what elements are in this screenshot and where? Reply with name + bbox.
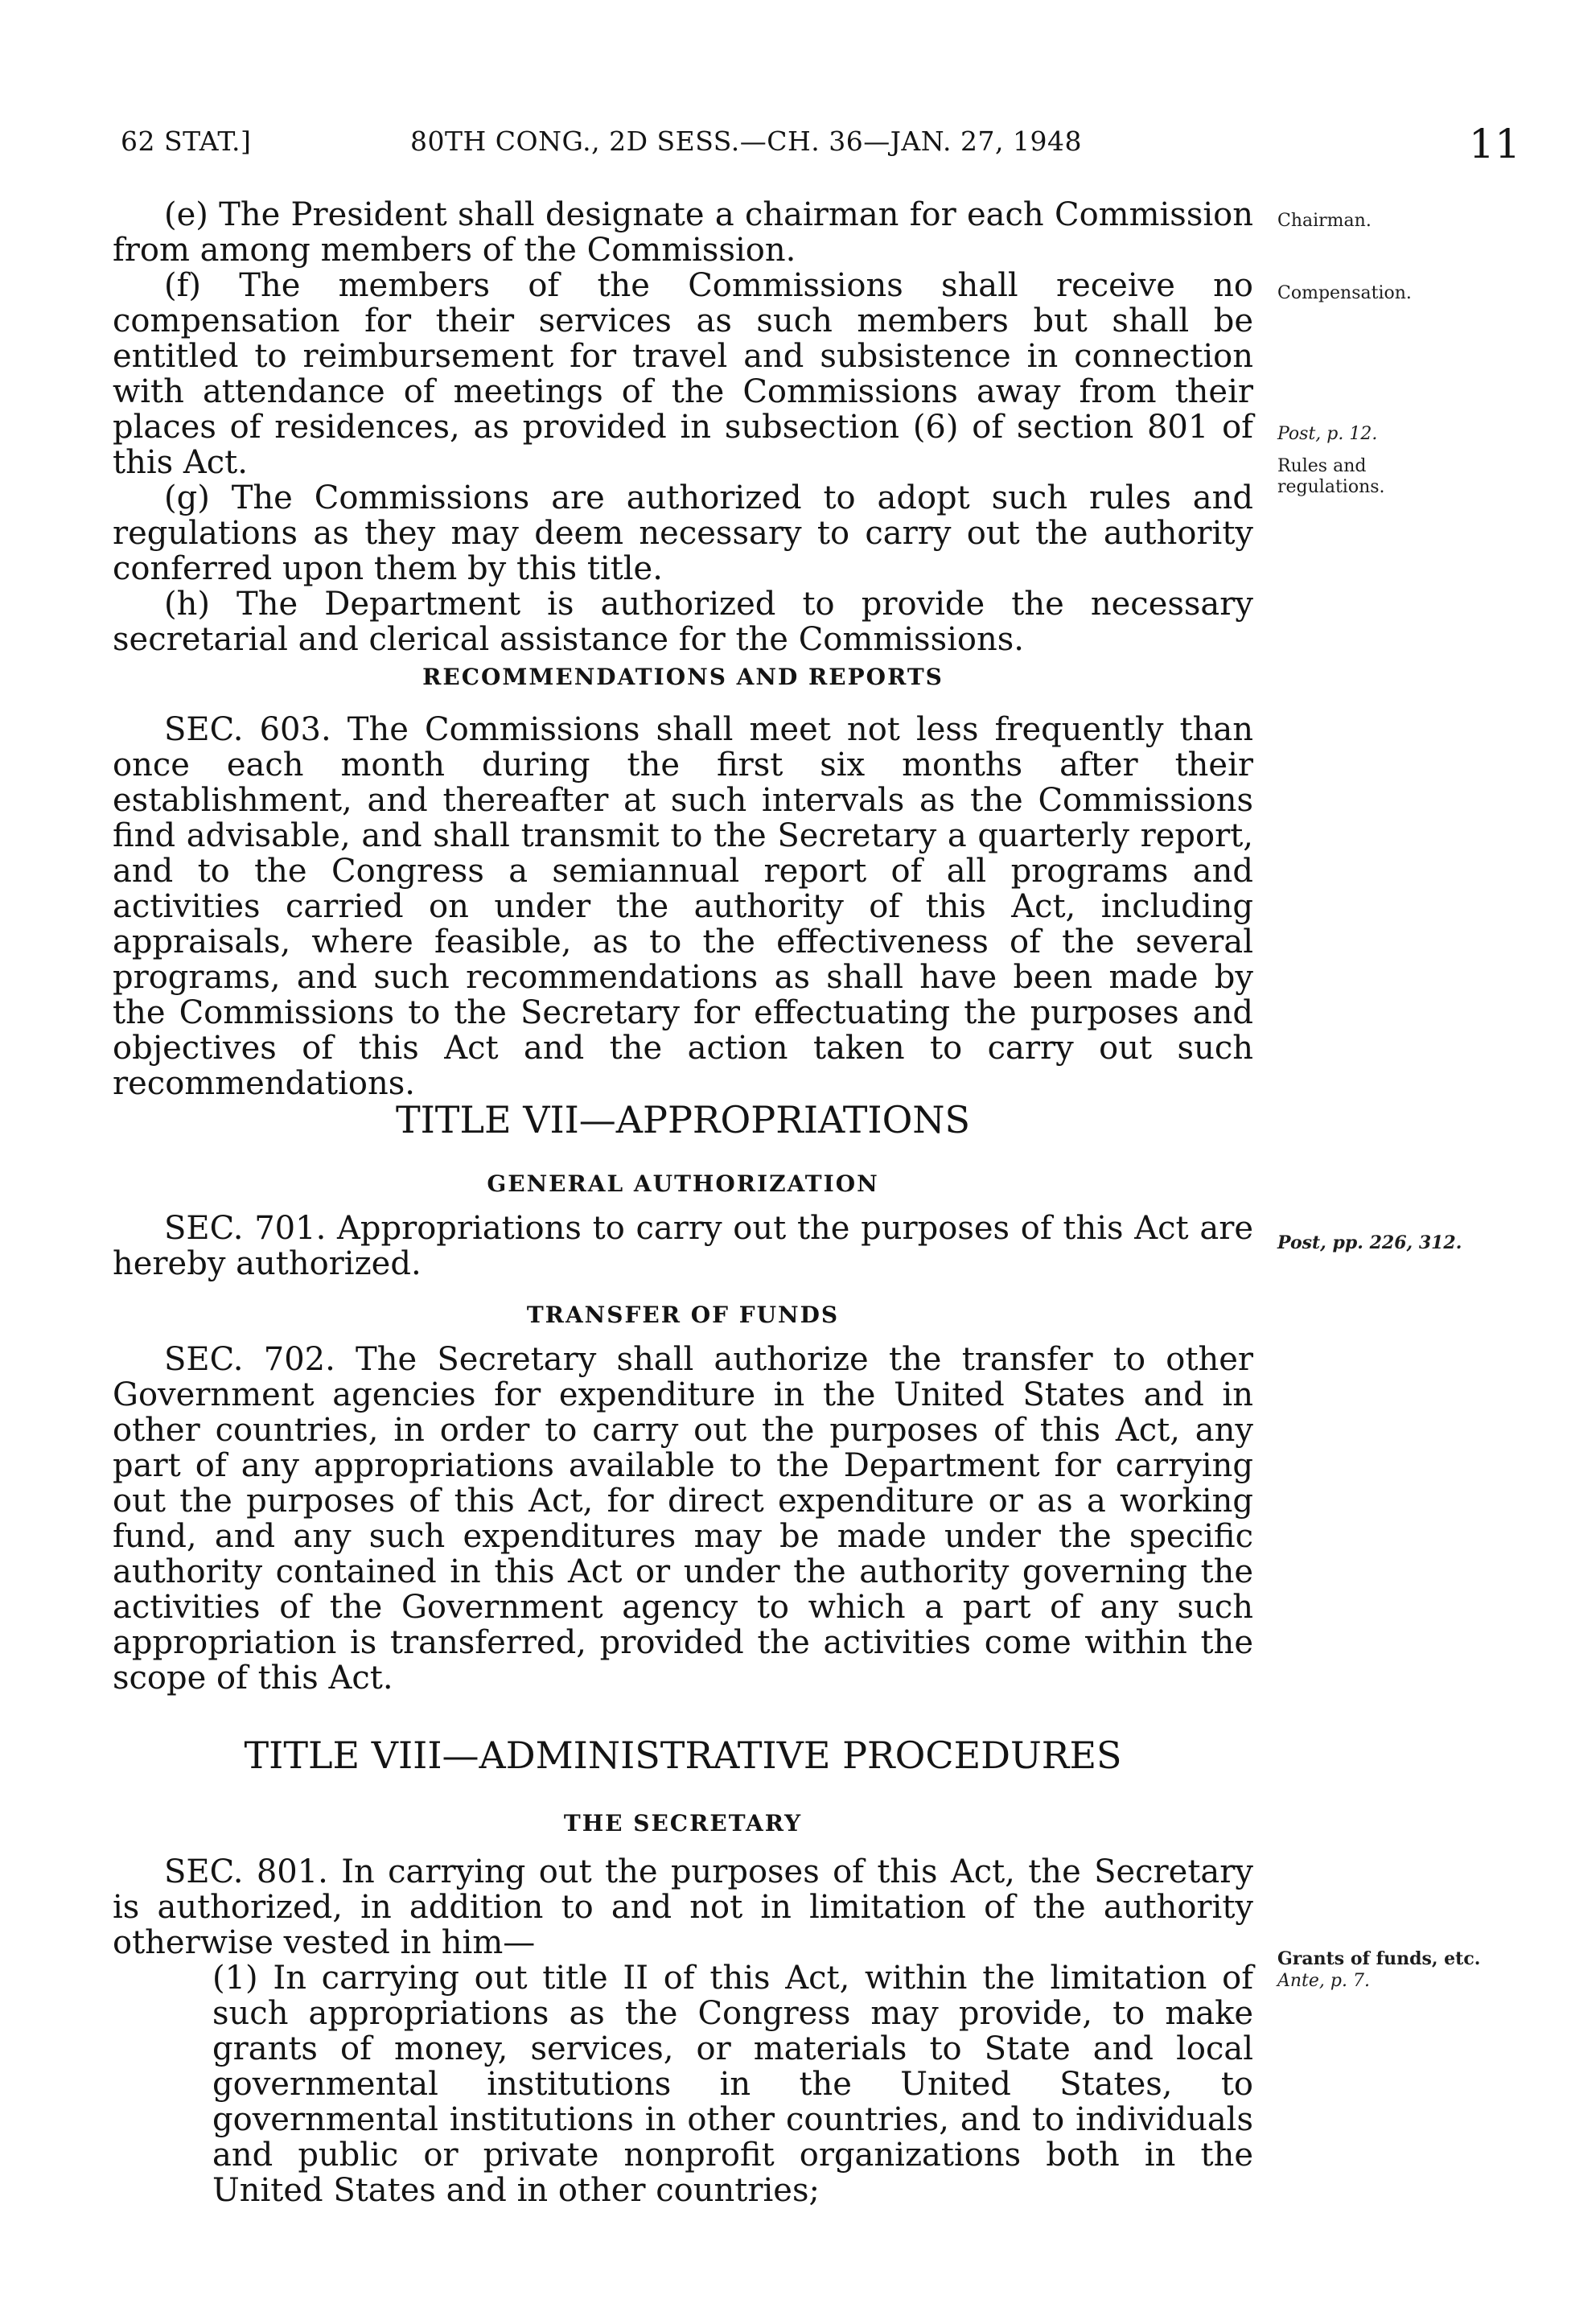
margin-note-rules: Rules and regulations. xyxy=(1277,456,1385,497)
heading-general-authorization: GENERAL AUTHORIZATION xyxy=(487,1170,879,1197)
section-801 xyxy=(113,1854,1253,2208)
paragraph-sec603: SEC. 603. The Commissions shall meet not less frequently than once each month during the first six months after their establishment, and thereafter at such intervals as the Commissions find advisable, and shall transmit to the Secretary a quarterly report, and to the Congress a semiannual report of all programs and activities carried on under the authority of this Act, including appraisals, where feasible, as to the effectiveness of the several programs, and such recommendations as shall have been made by the Commissions to the Secretary for effectuating the purposes and objectives of this Act and the action taken to carry out such recommendations. xyxy=(113,711,1253,1102)
paragraph-f: (f) The members of the Commissions shall receive no compensation for their services as such members but shall be entitled to reimbursement for travel and subsistence in connection with attendance of meetings of the Commissions away from their places of residences, as provided in subsection (6) of section 801 of this Act. xyxy=(113,267,1253,481)
section-702 xyxy=(113,1342,1253,1696)
margin-note-post-p12: Post, p. 12. xyxy=(1277,424,1378,444)
section-701 xyxy=(113,1211,1253,1281)
margin-note-compensation: Compensation. xyxy=(1277,283,1412,303)
margin-note-post-pp226: Post, pp. 226, 312. xyxy=(1277,1232,1462,1253)
margin-note-ante-p7: Ante, p. 7. xyxy=(1277,1971,1370,1991)
margin-note-chairman: Chairman. xyxy=(1277,211,1372,231)
heading-transfer-of-funds: TRANSFER OF FUNDS xyxy=(526,1302,840,1328)
paragraph-h: (h) The Department is authorized to provide the necessary secretarial and clerical assistance for the Commissions. xyxy=(113,586,1253,658)
header-congress-session: 80TH CONG., 2D SESS.—CH. 36—JAN. 27, 1948 xyxy=(410,125,1082,157)
subsection-block-e-h xyxy=(113,197,1253,657)
paragraph-g: (g) The Commissions are authorized to adopt such rules and regulations as they may deem necessary to carry out the authority conferred upon them by this title. xyxy=(113,479,1253,587)
section-603 xyxy=(113,712,1253,1101)
paragraph-item-1: (1) In carrying out title II of this Act, within the limitation of such appropriations as the Congress may provide, to make grants of money, services, or materials to State and local governmental institutions in the United States, to governmental institutions in other countries, and to individuals and public or private nonprofit organizations both in the United States and in other countries; xyxy=(212,1960,1253,2209)
page-number: 11 xyxy=(1469,121,1521,167)
paragraph-e: (e) The President shall designate a chairman for each Commission from among members of the Commission. xyxy=(113,196,1253,269)
title-vii-heading: TITLE VII—APPROPRIATIONS xyxy=(395,1098,971,1141)
title-viii-heading: TITLE VIII—ADMINISTRATIVE PROCEDURES xyxy=(244,1734,1122,1777)
margin-note-grants: Grants of funds, etc. xyxy=(1277,1948,1481,1969)
heading-recommendations: RECOMMENDATIONS AND REPORTS xyxy=(422,664,944,690)
header-statute-ref: 62 STAT.] xyxy=(121,125,252,157)
heading-the-secretary: THE SECRETARY xyxy=(563,1810,803,1837)
paragraph-sec801: SEC. 801. In carrying out the purposes of this Act, the Secretary is authorized, in addition to and not in limitation of the authority otherwise vested in him— xyxy=(113,1853,1253,1961)
paragraph-sec701: SEC. 701. Appropriations to carry out the purposes of this Act are hereby authorized. xyxy=(113,1210,1253,1282)
paragraph-sec702: SEC. 702. The Secretary shall authorize the transfer to other Government agencies for expenditure in the United States and in other countries, in order to carry out the purposes of this Act, any part of any appropriations available to the Department for carrying out the purposes of this Act, for direct expenditure or as a working fund, and any such expenditures may be made under the specific authority contained in this Act or under the authority governing the activities of the Government agency to which a part of any such appropriation is transferred, provided the activities come within the scope of this Act. xyxy=(113,1341,1253,1697)
